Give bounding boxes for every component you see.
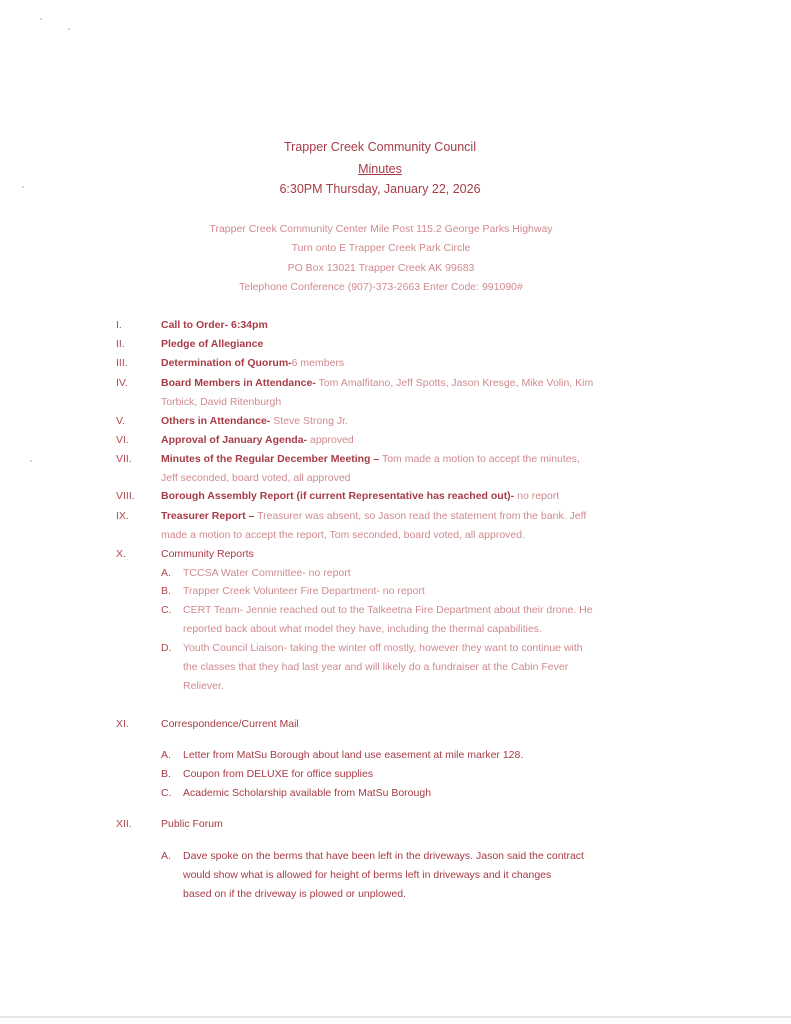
item-detail: Treasurer was absent, so Jason read the statement from the bank. Jeff bbox=[254, 510, 587, 522]
item-label: Determination of Quorum- bbox=[161, 357, 292, 369]
sub-item-fire-dept: Trapper Creek Volunteer Fire Department- no report bbox=[183, 585, 425, 597]
sub-item-continued: the classes that they had last year and will likely do a fundraiser at the Cabin Fever bbox=[183, 661, 569, 673]
item-correspondence: Correspondence/Current Mail bbox=[161, 718, 299, 730]
sub-item-continued: Reliever. bbox=[183, 680, 224, 692]
item-label: Others in Attendance- bbox=[161, 415, 271, 427]
item-detail-continued: Torbick, David Ritenburgh bbox=[161, 396, 282, 408]
item-number-ii: II. bbox=[116, 338, 125, 350]
address-line-4: Telephone Conference (907)-373-2663 Enter Code: 991090# bbox=[239, 281, 523, 293]
item-number-i: I. bbox=[116, 319, 122, 331]
address-line-2: Turn onto E Trapper Creek Park Circle bbox=[291, 242, 471, 254]
item-call-to-order bbox=[161, 319, 268, 331]
item-number-vi: VI. bbox=[116, 434, 129, 446]
item-label: Minutes of the Regular December Meeting – bbox=[161, 453, 380, 465]
item-borough-report bbox=[161, 490, 559, 502]
item-community-reports: Community Reports bbox=[161, 548, 254, 560]
sub-letter: A. bbox=[161, 749, 171, 761]
sub-letter: C. bbox=[161, 604, 172, 616]
item-public-forum: Public Forum bbox=[161, 818, 223, 830]
sub-item-coupon: Coupon from DELUXE for office supplies bbox=[183, 768, 374, 780]
sub-item-letter-matsu: Letter from MatSu Borough about land use easement at mile marker 128. bbox=[183, 749, 524, 761]
item-number-xi: XI. bbox=[116, 718, 129, 730]
scan-bottom-edge bbox=[0, 1016, 791, 1018]
item-label: Board Members in Attendance- bbox=[161, 377, 316, 389]
sub-letter: C. bbox=[161, 787, 172, 799]
meeting-datetime: 6:30PM Thursday, January 22, 2026 bbox=[279, 182, 481, 196]
item-detail: 6 members bbox=[291, 357, 345, 369]
item-label: Approval of January Agenda- bbox=[161, 434, 308, 446]
item-label: Borough Assembly Report (if current Representative has reached out)- bbox=[161, 490, 515, 502]
item-board-members bbox=[161, 377, 593, 389]
org-title: Trapper Creek Community Council bbox=[284, 140, 476, 154]
sub-item-berms: Dave spoke on the berms that have been left in the driveways. Jason said the contract bbox=[183, 850, 584, 862]
item-number-vii: VII. bbox=[116, 453, 132, 465]
item-agenda-approval bbox=[161, 434, 354, 446]
sub-item-cert-team: CERT Team- Jennie reached out to the Talkeetna Fire Department about their drone. He bbox=[183, 604, 593, 616]
sub-letter: B. bbox=[161, 768, 171, 780]
sub-letter: D. bbox=[161, 642, 172, 654]
item-detail-continued: made a motion to accept the report, Tom seconded, board voted, all approved. bbox=[161, 529, 526, 541]
address-line-3: PO Box 13021 Trapper Creek AK 99683 bbox=[287, 262, 475, 274]
sub-letter: B. bbox=[161, 585, 171, 597]
item-detail: Steve Strong Jr. bbox=[270, 415, 348, 427]
sub-item-continued: would show what is allowed for height of berms left in driveways and it changes bbox=[183, 869, 552, 881]
item-previous-minutes bbox=[161, 453, 580, 465]
scan-speck bbox=[22, 186, 24, 188]
sub-letter: A. bbox=[161, 850, 171, 862]
sub-item-continued: reported back about what model they have, including the thermal capabilities. bbox=[183, 623, 542, 635]
item-pledge bbox=[161, 338, 263, 350]
item-number-v: V. bbox=[116, 415, 125, 427]
item-label: Call to Order- 6:34pm bbox=[161, 319, 268, 331]
item-treasurer-report bbox=[161, 510, 586, 522]
scan-speck bbox=[40, 18, 42, 20]
sub-item-youth-council: Youth Council Liaison- taking the winter off mostly, however they want to continue with bbox=[183, 642, 583, 654]
doc-type-heading: Minutes bbox=[358, 162, 402, 176]
item-label: Pledge of Allegiance bbox=[161, 338, 264, 350]
scan-speck bbox=[30, 460, 32, 462]
item-label: Treasurer Report – bbox=[161, 510, 255, 522]
scan-speck bbox=[68, 28, 70, 30]
item-number-iii: III. bbox=[116, 357, 128, 369]
item-detail-continued: Jeff seconded, board voted, all approved bbox=[161, 472, 351, 484]
item-number-viii: VIII. bbox=[116, 490, 135, 502]
item-detail: Tom made a motion to accept the minutes, bbox=[379, 453, 580, 465]
item-detail: Tom Amalfitano, Jeff Spotts, Jason Kresge, Mike Volin, Kim bbox=[315, 377, 594, 389]
item-number-iv: IV. bbox=[116, 377, 128, 389]
item-others-attendance bbox=[161, 415, 348, 427]
item-number-x: X. bbox=[116, 548, 126, 560]
sub-item-scholarship: Academic Scholarship available from MatSu Borough bbox=[183, 787, 432, 799]
item-number-ix: IX. bbox=[116, 510, 129, 522]
item-detail: approved bbox=[307, 434, 354, 446]
sub-item-tccsa: TCCSA Water Committee- no report bbox=[183, 567, 351, 579]
item-detail: no report bbox=[514, 490, 560, 502]
sub-item-continued: based on if the driveway is plowed or unplowed. bbox=[183, 888, 406, 900]
sub-letter: A. bbox=[161, 567, 171, 579]
address-line-1: Trapper Creek Community Center Mile Post 115.2 George Parks Highway bbox=[209, 223, 553, 235]
item-number-xii: XII. bbox=[116, 818, 132, 830]
item-quorum bbox=[161, 357, 344, 369]
